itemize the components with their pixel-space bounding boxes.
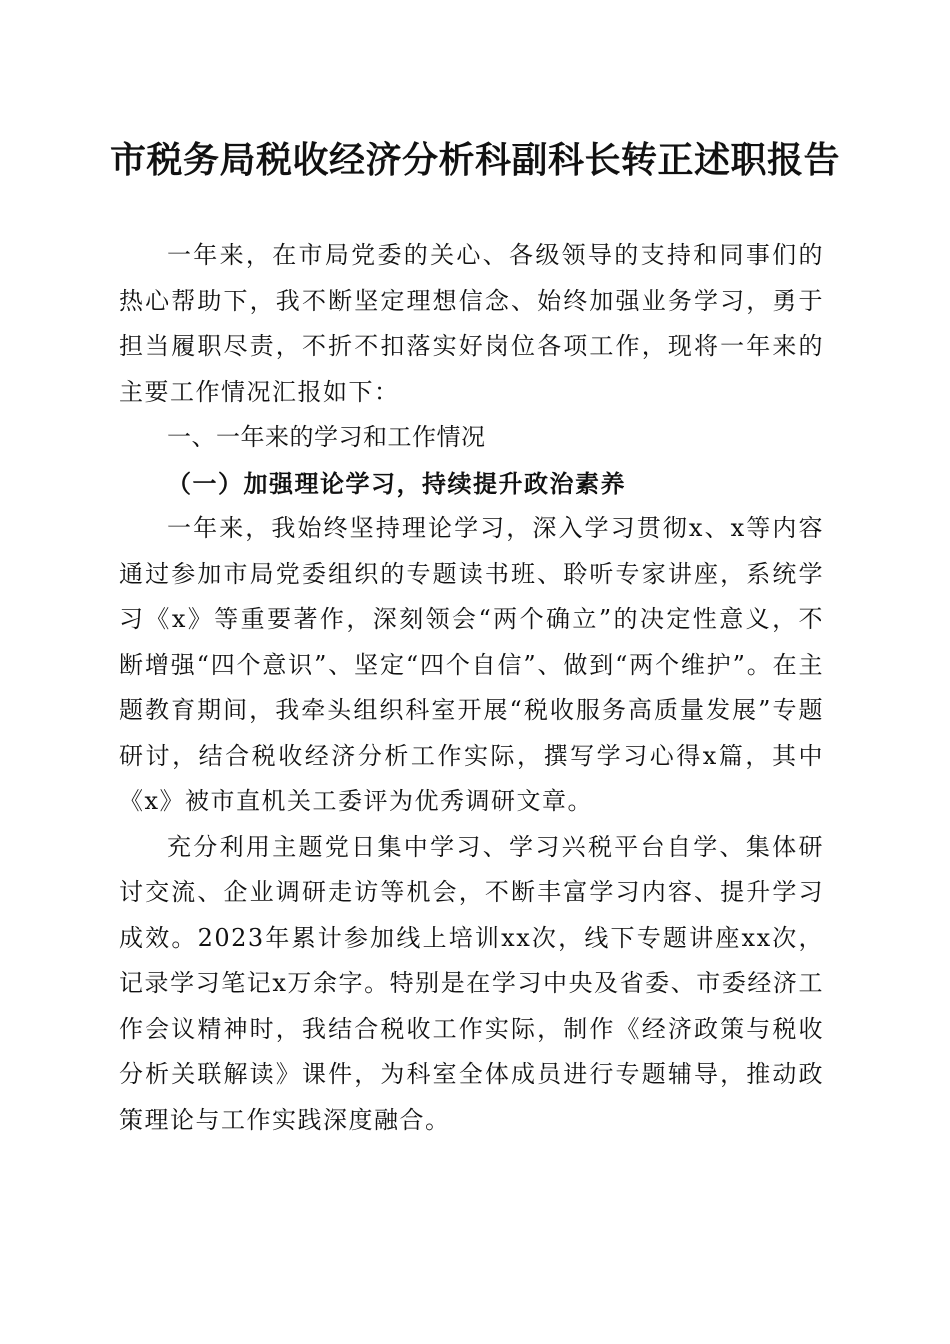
intro-paragraph: 一年来，在市局党委的关心、各级领导的支持和同事们的热心帮助下，我不断坚定理想信念、始终加强业务学习，勇于担当履职尽责，不折不扣落实好岗位各项工作，现将一年来的主要工作情况汇报如下： bbox=[119, 241, 824, 406]
subsection-heading: （一）加强理论学习，持续提升政治素养 bbox=[167, 468, 626, 498]
section-heading: 一、一年来的学习和工作情况 bbox=[167, 423, 486, 451]
document-title: 市税务局税收经济分析科副科长转正述职报告 bbox=[109, 139, 840, 181]
document-body bbox=[119, 233, 824, 1143]
body-paragraph-2: 充分利用主题党日集中学习、学习兴税平台自学、集体研讨交流、企业调研走访等机会，不断丰富学习内容、提升学习成效。2023年累计参加线上培训xx次，线下专题讲座xx次，记录学习笔记x万余字。特别是在学习中央及省委、市委经济工作会议精神时，我结合税收工作实际，制作《经济政策与税收分析关联解读》课件，为科室全体成员进行专题辅导，推动政策理论与工作实践深度融合。 bbox=[119, 832, 824, 1134]
body-paragraph-1: 一年来，我始终坚持理论学习，深入学习贯彻x、x等内容通过参加市局党委组织的专题读书班、聆听专家讲座，系统学习《x》等重要著作，深刻领会“两个确立”的决定性意义，不断增强“四个意识”、坚定“四个自信”、做到“两个维护”。在主题教育期间，我牵头组织科室开展“税收服务高质量发展”专题研讨，结合税收经济分析工作实际，撰写学习心得x篇，其中《x》被市直机关工委评为优秀调研文章。 bbox=[119, 514, 824, 815]
